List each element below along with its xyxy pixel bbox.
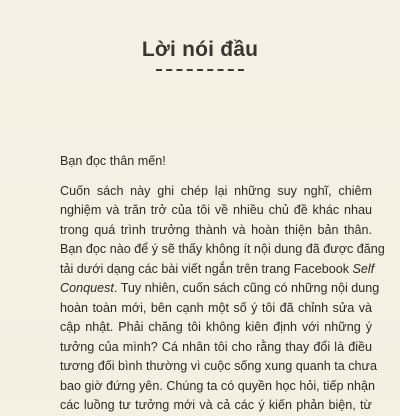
text-segment: . Tuy nhiên, cuốn sách cũng có những nội dung — [113, 281, 380, 295]
italic-conquest: Conquest — [60, 281, 114, 295]
text-line: Cuốn sách này ghi chép lại những suy nghĩ, chiêm — [60, 183, 372, 198]
text-line: nghiệm và trăn trở của tôi về nhiều chủ đề khác nhau — [60, 203, 372, 217]
text-line: hoàn toàn mới, bên cạnh một số ý tôi đã chỉnh sửa và — [60, 300, 372, 315]
chapter-title: Lời nói đầu — [141, 38, 259, 61]
title-underline — [156, 69, 244, 71]
text-line-with-italic — [60, 260, 375, 280]
text-line: Bạn đọc nào để ý sẽ thấy không ít nội dung đã được đăng — [60, 242, 385, 256]
italic-self: Self — [352, 261, 375, 276]
text-line: các luồng tư tưởng mới và cả các ý kiến phản biện, từ — [60, 398, 372, 412]
text-line: cập nhật. Phải chăng tôi không kiên định với những ý — [60, 320, 372, 334]
text-segment: tải dưới dạng các bài viết ngắn trên trang Facebook — [60, 261, 353, 276]
text-line-with-italic — [60, 279, 380, 299]
text-line: bao giờ đứng yên. Chúng ta có quyền học hỏi, tiếp nhận — [60, 378, 375, 393]
text-line: tưởng của mình? Cá nhân tôi cho rằng thay đổi là điều — [60, 339, 372, 354]
text-line: trong quá trình trưởng thành và hoàn thiện bản thân. — [60, 222, 372, 237]
greeting: Bạn đọc thân mến! — [60, 154, 166, 168]
text-line: tương đối bình thường vì cuộc sống xung quanh ta chưa — [60, 359, 377, 373]
body-text — [60, 152, 385, 416]
